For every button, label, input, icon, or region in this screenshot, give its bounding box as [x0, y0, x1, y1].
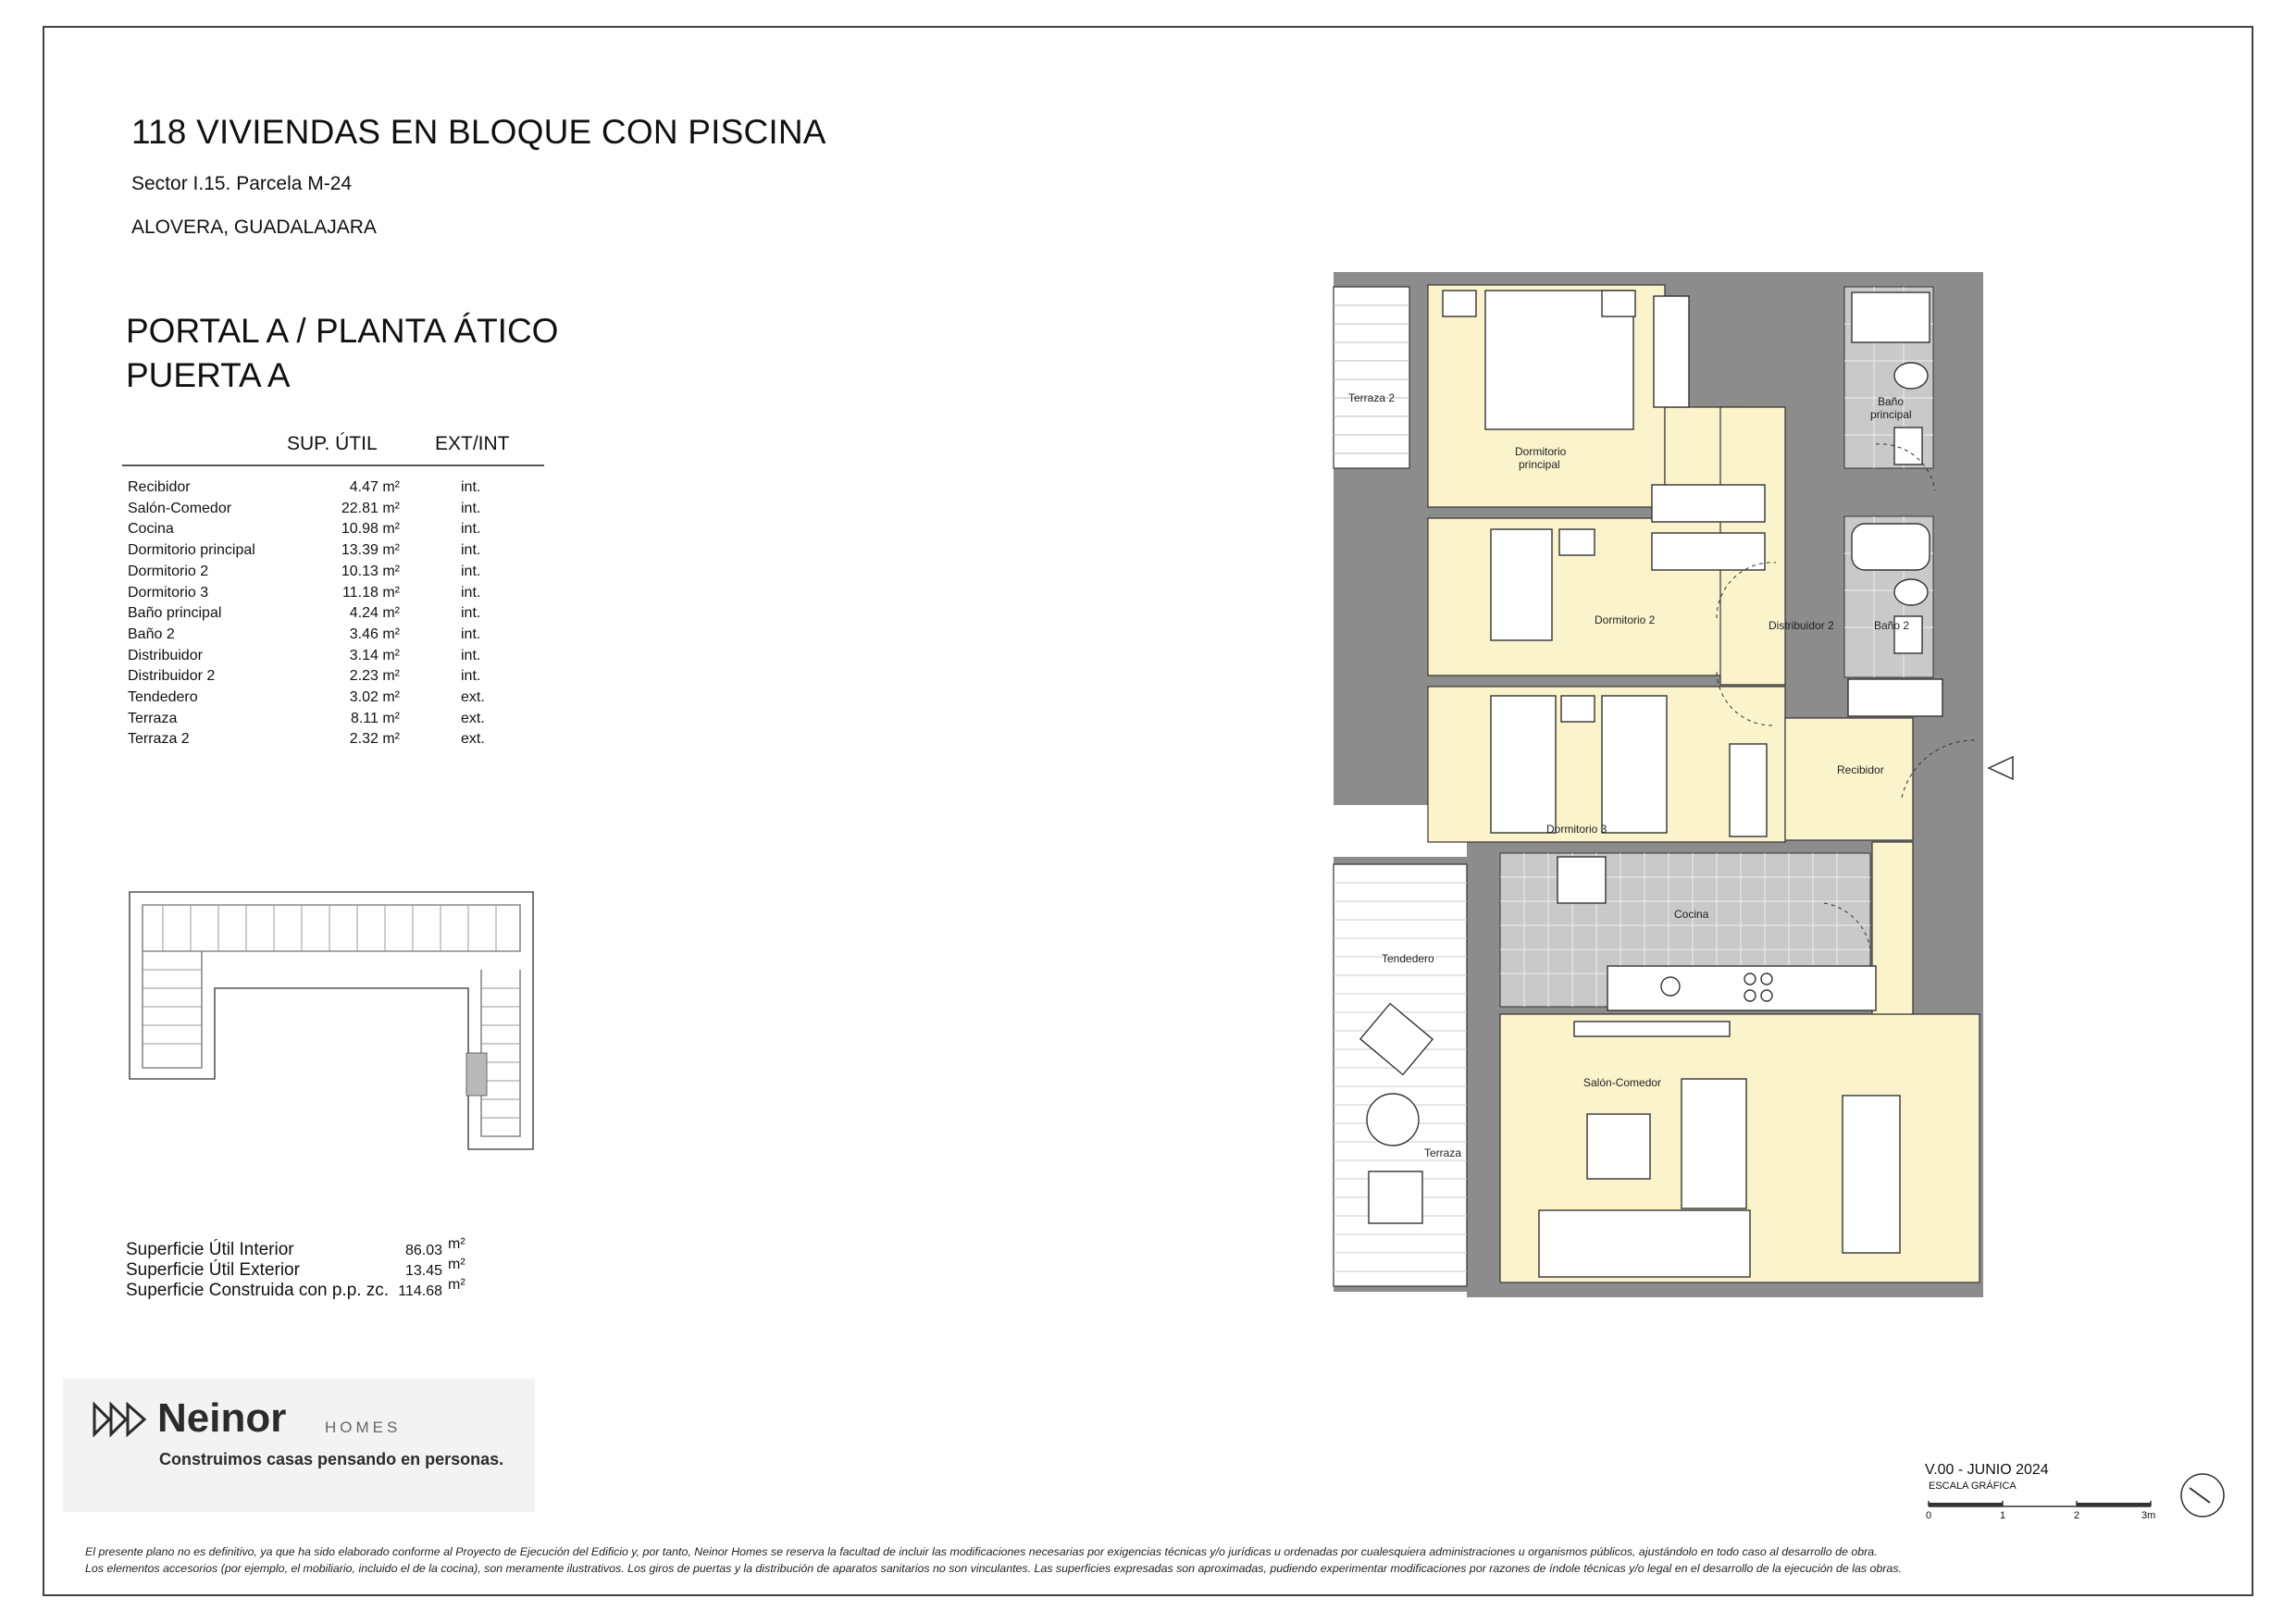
room-type: ext. [461, 731, 485, 748]
room-name: Dormitorio 3 [128, 584, 209, 601]
scale-tick-1: 1 [2000, 1510, 2006, 1521]
total-row [126, 1277, 496, 1302]
room-name: Dormitorio 2 [128, 563, 209, 579]
total-unit: m² [448, 1257, 465, 1272]
total-label: Superficie Útil Interior [126, 1240, 294, 1259]
room-type: int. [461, 521, 481, 538]
plan-label-bano-principal: Baño [1878, 395, 1905, 408]
plan-label-cocina: Cocina [1674, 908, 1709, 921]
armchair-icon [1369, 1171, 1422, 1223]
room-name: Cocina [128, 521, 174, 538]
single-bed [1602, 696, 1667, 833]
room-name: Baño principal [128, 605, 222, 622]
room-name: Dormitorio principal [128, 542, 255, 559]
plan-label-bano2: Baño 2 [1874, 619, 1910, 632]
area-row [128, 605, 498, 626]
area-row [128, 668, 498, 689]
total-value: 114.68 [398, 1283, 442, 1299]
disclaimer-line-2: Los elementos accesorios (por ejemplo, el mobiliario, incluido el de la cocina), son meramente ilustrativos. Los giros de puertas y la distribución de aparatos sanitarios no son vinculantes. Las superficies expresadas son aproximadas, pudiendo experimentar modificaciones por razones de índole técnicas y/o legal en el desarrollo de la ejecución de las obras. [85, 1562, 1902, 1575]
nightstand-icon [1602, 291, 1635, 316]
door-title: PUERTA A [126, 356, 291, 394]
neinor-logo-icon [93, 1401, 148, 1438]
nightstand-icon [1559, 529, 1595, 555]
wardrobe [1730, 744, 1767, 836]
room-type: ext. [461, 689, 485, 705]
wardrobe [1848, 679, 1942, 716]
room-type: int. [461, 542, 481, 559]
room-type: int. [461, 584, 481, 601]
wardrobe [1652, 533, 1765, 570]
kitchen-counter [1607, 966, 1876, 1010]
room-area: 10.13 m² [341, 563, 400, 579]
tv-unit [1574, 1022, 1730, 1036]
hob-icon [1761, 990, 1772, 1001]
project-location: ALOVERA, GUADALAJARA [131, 217, 377, 238]
room-recibidor [1785, 718, 1913, 840]
plan-label-terraza: Terraza [1424, 1146, 1462, 1159]
total-unit: m² [448, 1277, 465, 1293]
terraza-2 [1334, 287, 1409, 468]
coffee-table [1587, 1114, 1650, 1179]
total-value: 86.03 [404, 1243, 442, 1258]
north-arrow-icon [2178, 1471, 2227, 1519]
area-row [128, 501, 498, 522]
single-bed [1491, 696, 1556, 833]
scale-title: ESCALA GRÁFICA [1929, 1481, 2017, 1492]
plan-label-dormitorio3: Dormitorio 3 [1546, 823, 1607, 836]
nightstand-icon [1443, 291, 1476, 316]
room-name: Baño 2 [128, 626, 175, 642]
version-label: V.00 - JUNIO 2024 [1925, 1462, 2049, 1478]
col-header-type: EXT/INT [435, 433, 510, 454]
room-name: Salón-Comedor [128, 500, 232, 516]
total-label: Superficie Útil Exterior [126, 1260, 300, 1280]
room-name: Tendedero [128, 689, 198, 705]
total-unit: m² [448, 1236, 465, 1252]
brand-homes: HOMES [325, 1419, 402, 1436]
total-row [126, 1257, 496, 1282]
dining-table [1843, 1096, 1900, 1253]
scale-tick-0: 0 [1926, 1510, 1932, 1521]
floor-plan [1328, 268, 2031, 1305]
room-name: Terraza 2 [128, 731, 190, 748]
table-rule [122, 465, 544, 466]
room-area: 2.23 m² [349, 668, 400, 685]
room-area: 3.02 m² [349, 689, 400, 705]
single-bed [1491, 529, 1552, 640]
scale-tick-3: 3m [2141, 1510, 2156, 1521]
plan-label-terraza2: Terraza 2 [1348, 391, 1396, 404]
area-row [128, 585, 498, 606]
area-row [128, 648, 498, 669]
bathtub-icon [1852, 524, 1930, 570]
room-type: int. [461, 647, 481, 663]
room-name: Terraza [128, 710, 178, 726]
area-row [128, 542, 498, 564]
scale-tick-2: 2 [2074, 1510, 2080, 1521]
col-header-surface: SUP. ÚTIL [287, 433, 378, 454]
room-area: 2.32 m² [349, 731, 400, 748]
area-row [128, 689, 498, 711]
plan-label-recibidor: Recibidor [1837, 763, 1884, 776]
total-value: 13.45 [404, 1263, 442, 1279]
room-area: 22.81 m² [341, 500, 400, 516]
round-table-icon [1367, 1094, 1419, 1146]
room-name: Recibidor [128, 479, 191, 495]
room-area: 8.11 m² [350, 710, 400, 726]
plan-label-salon: Salón-Comedor [1583, 1076, 1662, 1089]
total-row [126, 1236, 496, 1261]
plan-label-bano-principal-2: principal [1870, 408, 1912, 421]
shower-icon [1852, 292, 1930, 342]
area-row [128, 521, 498, 542]
room-type: ext. [461, 710, 485, 726]
wardrobe [1652, 485, 1765, 522]
portal-title: PORTAL A / PLANTA ÁTICO [126, 312, 559, 350]
plan-label-tendedero: Tendedero [1382, 952, 1434, 965]
key-plan [126, 886, 537, 1155]
room-area: 4.47 m² [349, 479, 400, 495]
area-row [128, 711, 498, 732]
area-row [128, 479, 498, 501]
kitchen-sink-icon [1661, 977, 1680, 996]
scale-bar [1927, 1495, 2154, 1510]
room-type: int. [461, 500, 481, 516]
hob-icon [1744, 973, 1756, 985]
room-type: int. [461, 563, 481, 579]
room-type: int. [461, 668, 481, 685]
brand-name: Neinor [157, 1395, 287, 1441]
area-row [128, 564, 498, 585]
project-title: 118 VIVIENDAS EN BLOQUE CON PISCINA [131, 113, 826, 151]
room-name: Distribuidor [128, 647, 203, 663]
sofa-main [1539, 1210, 1750, 1277]
entrance-arrow-icon [1989, 757, 2013, 779]
wardrobe [1654, 296, 1689, 407]
toilet-icon [1894, 579, 1928, 605]
total-label: Superficie Construida con p.p. zc. [126, 1281, 390, 1300]
project-sector: Sector I.15. Parcela M-24 [131, 173, 353, 194]
room-area: 3.46 m² [349, 626, 400, 642]
sofa-side [1682, 1079, 1746, 1208]
dining-table-small [1558, 857, 1606, 903]
room-type: int. [461, 479, 481, 495]
room-area: 4.24 m² [349, 605, 400, 622]
room-area: 3.14 m² [349, 647, 400, 663]
room-area: 13.39 m² [341, 542, 400, 559]
area-row [128, 626, 498, 648]
disclaimer-line-1: El presente plano no es definitivo, ya que ha sido elaborado conforme al Proyecto de Ejecución del Edificio y, por tanto, Neinor Homes se reserva la facultad de incluir las modificaciones necesarias por exigencias técnicas y/o jurídicas u ordenadas por cualesquiera administraciones u organismos públicos, ajustándolo en todo caso al desarrollo de obra. [85, 1545, 1878, 1558]
plan-label-dorm-principal-2: principal [1519, 458, 1560, 471]
room-distribuidor [1872, 842, 1913, 1014]
room-area: 10.98 m² [341, 521, 400, 538]
nightstand-icon [1561, 696, 1595, 722]
room-type: int. [461, 605, 481, 622]
room-type: int. [461, 626, 481, 642]
hob-icon [1744, 990, 1756, 1001]
plan-label-dorm-principal: Dormitorio [1515, 445, 1567, 458]
room-name: Distribuidor 2 [128, 668, 216, 685]
plan-label-distribuidor2: Distribuidor 2 [1769, 619, 1834, 632]
area-row [128, 731, 498, 752]
logo-panel [63, 1379, 535, 1512]
unit-highlight [466, 1053, 487, 1096]
brand-tagline: Construimos casas pensando en personas. [159, 1450, 504, 1468]
toilet-icon [1894, 363, 1928, 389]
hob-icon [1761, 973, 1772, 985]
plan-label-dormitorio2: Dormitorio 2 [1595, 613, 1656, 626]
room-area: 11.18 m² [342, 584, 400, 601]
